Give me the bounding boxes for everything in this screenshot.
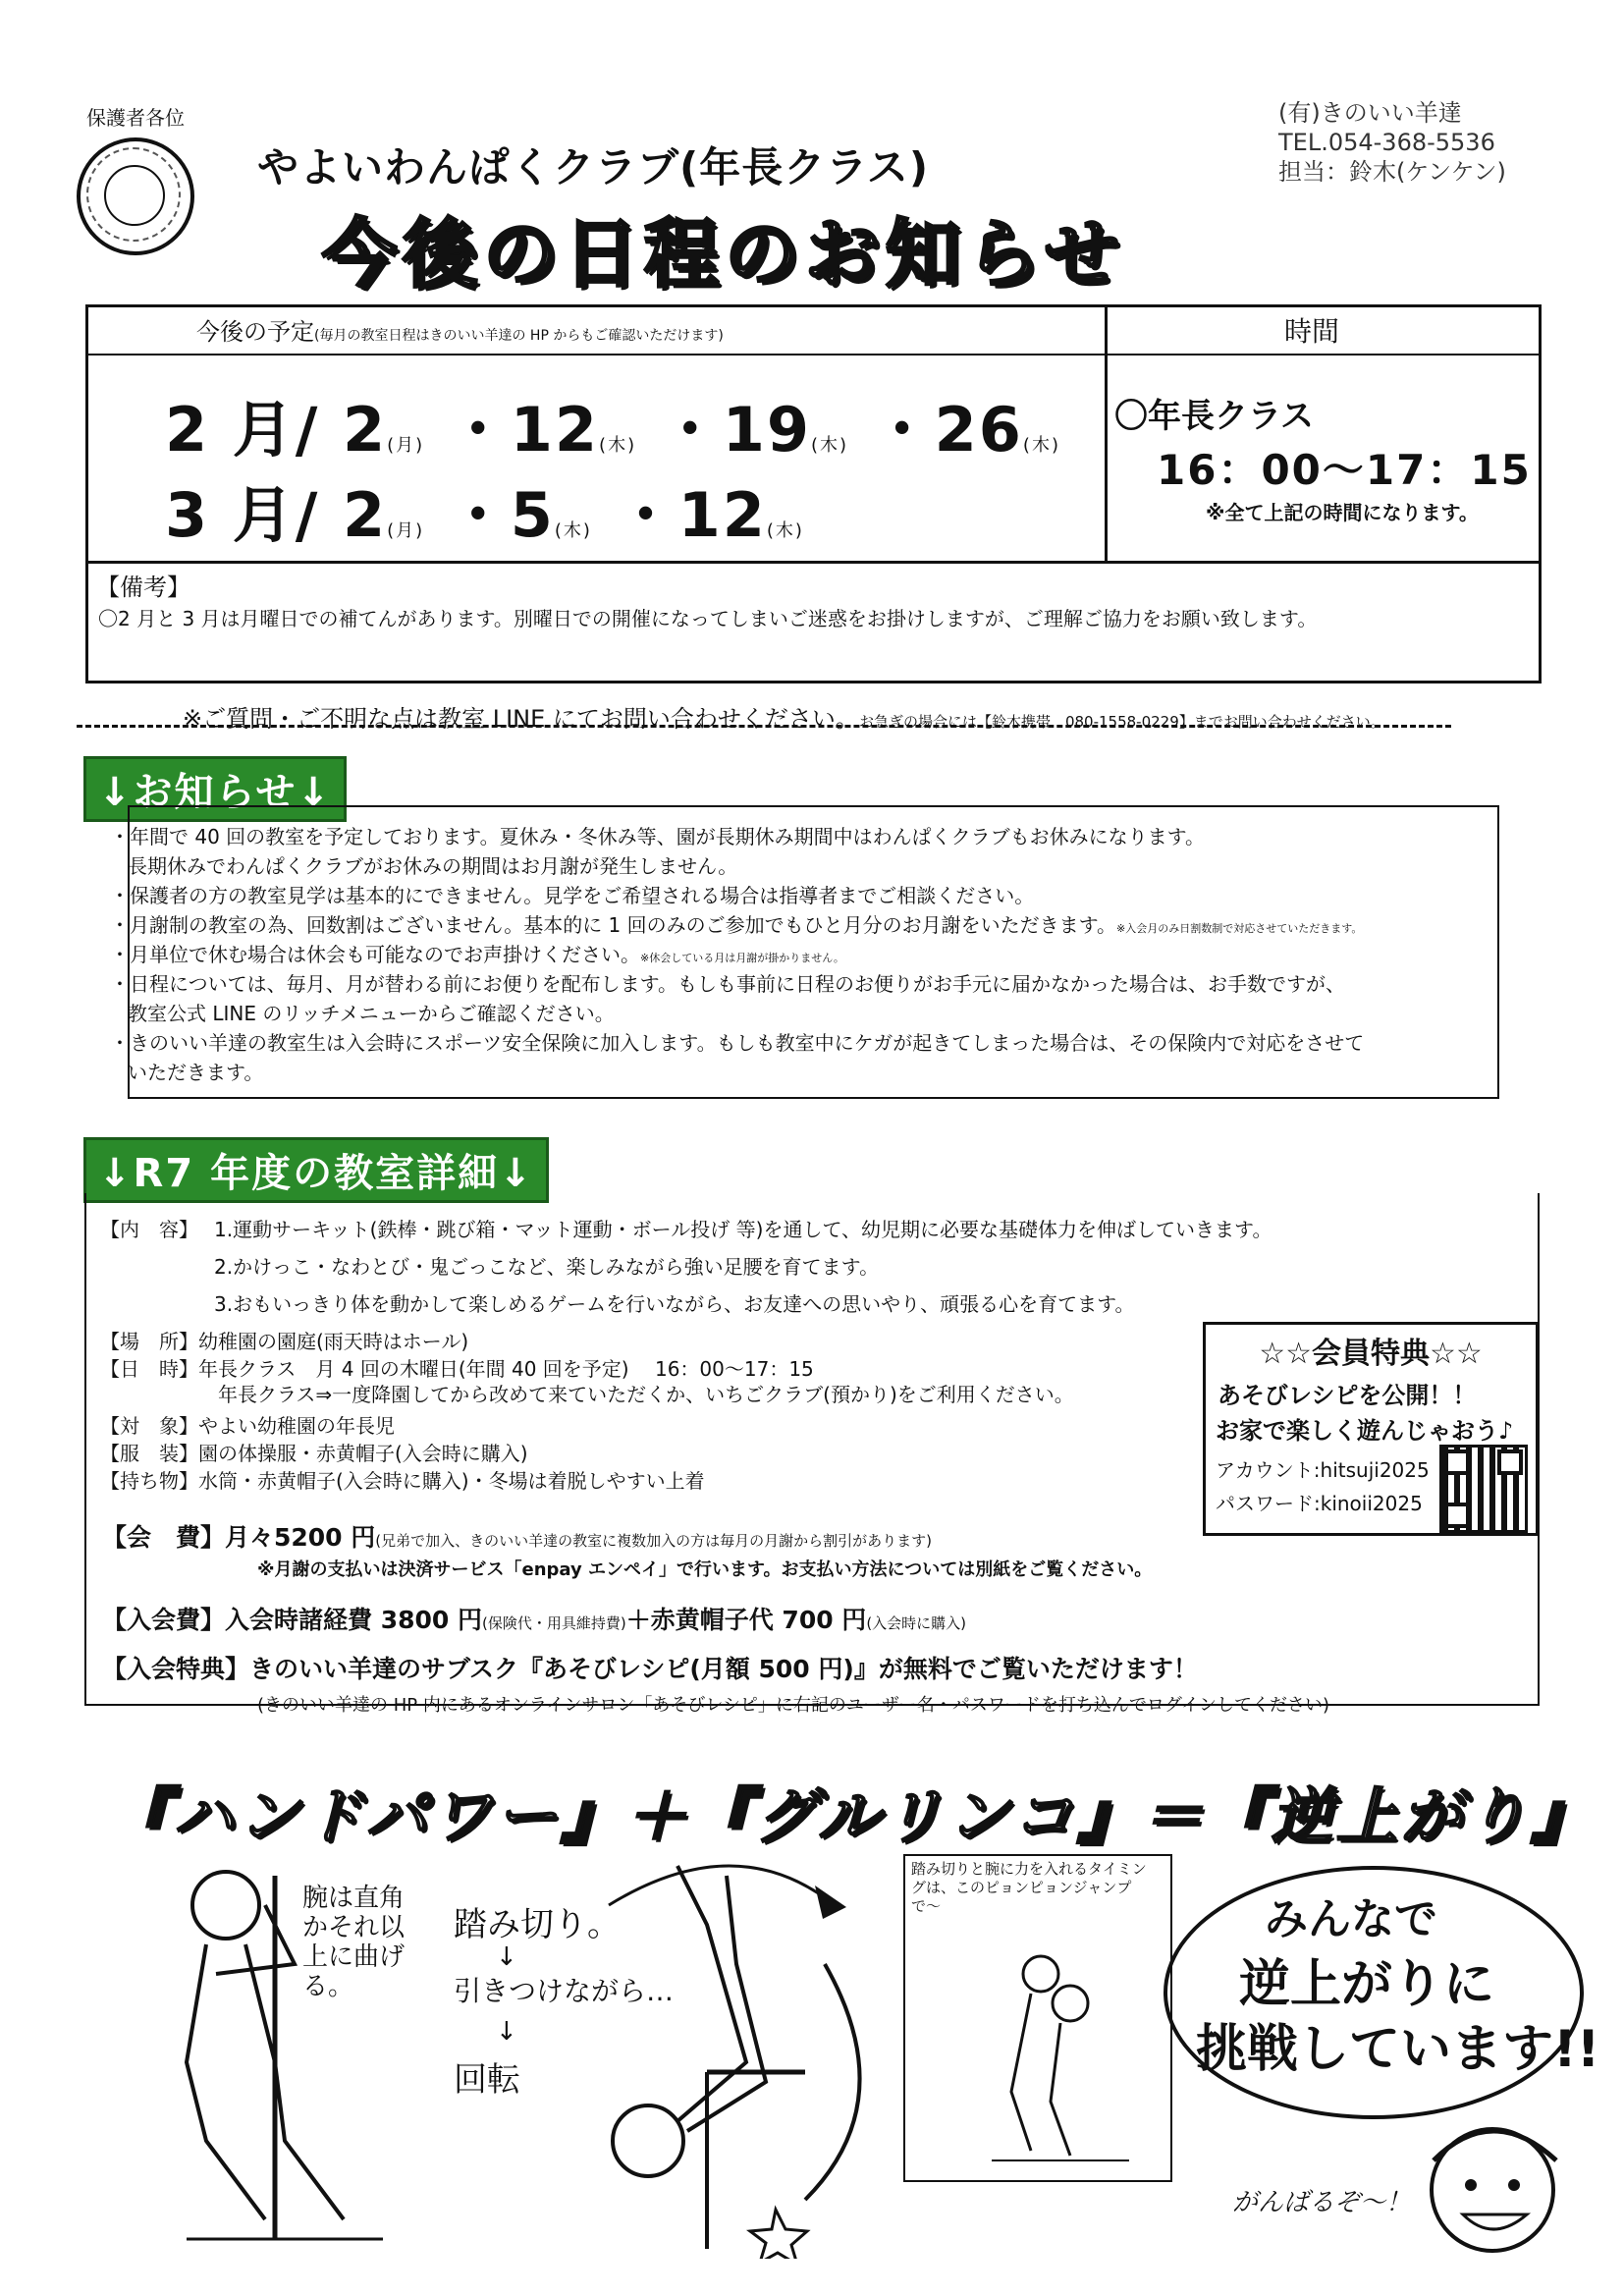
details-benefit-note: (きのいい羊達の HP 内にあるオンラインサロン「あそびレシピ」に右記のユーザー名・パスワードを打ち込んでログインしてください) (257, 1695, 1329, 1716)
details-benefit: 【入会特典】きのいい羊達のサブスク『あそびレシピ(月額 500 円)』が無料でご覧いただけます！ (102, 1655, 1198, 1683)
company-info (1278, 98, 1506, 187)
club-logo (77, 137, 194, 255)
step-kick: 踏み切り。 (454, 1905, 621, 1944)
member-line1: あそびレシピを公開！！ (1218, 1382, 1477, 1409)
details-clothing: 【服 装】園の体操服・赤黄帽子(入会時に購入) (100, 1442, 528, 1465)
notice-line: ・きのいい羊達の教室生は入会時にスポーツ安全保険に加入します。もしも教室中にケガが起きてしまった場合は、その保険内で対応をさせて (110, 1031, 1365, 1055)
details-datetime-note: 年長クラス⇒一度降園してから改めて来ていただくか、いちごクラブ(預かり)をご利用ください。 (218, 1383, 1074, 1406)
instructor-face-icon (1414, 2092, 1581, 2278)
addressee: 保護者各位 (86, 106, 185, 130)
notice-line: いただきます。 (128, 1061, 264, 1084)
company-name: (有)きのいい羊達 (1278, 99, 1462, 127)
details-entry-fee: 【入会費】入会時諸経費 3800 円(保険代・用具維持費)＋赤黄帽子代 700 円(入会時に購入) (102, 1606, 967, 1634)
notice-heading: ↓お知らせ↓ (83, 756, 347, 822)
details-content-line: 1.運動サーキット(鉄棒・跳び箱・マット運動・ボール投げ 等)を通して、幼児期に必要な基礎体力を伸ばしていきます。 (214, 1218, 1272, 1241)
company-tel: TEL.054-368-5536 (1278, 129, 1495, 156)
jump-figures-icon (923, 1944, 1149, 2170)
notice-line: ・保護者の方の教室見学は基本的にできません。見学をご希望される場合は指導者までご相談ください。 (110, 884, 1035, 907)
details-fee: 【会 費】月々5200 円(兄弟で加入、きのいい羊達の教室に複数加入の方は毎月の月謝から割引があります) (102, 1523, 933, 1552)
class-time: 16：00〜17：15 (1157, 446, 1532, 494)
schedule-header: 今後の予定(毎月の教室日程はきのいい羊達の HP からもご確認いただけます) (196, 318, 724, 346)
gururinko-figure-icon (589, 1846, 893, 2259)
contact-person: 担当：鈴木(ケンケン) (1278, 158, 1506, 186)
cheer-text: がんばるぞ〜！ (1232, 2188, 1412, 2217)
details-datetime: 【日 時】年長クラス 月 4 回の木曜日(年間 40 回を予定) 16：00〜17：15 (100, 1357, 814, 1381)
notice-line: 長期休みでわんぱくクラブがお休みの期間はお月謝が発生しません。 (128, 854, 738, 878)
schedule-row-mar: 3 月/ 2(月) ・5(木) ・12(木) (165, 479, 804, 551)
contact-line: ※ご質問・ご不明な点は教室 LINE にてお問い合わせください。お急ぎの場合には【鈴木携帯 080-1558-0229】までお問い合わせください。 (183, 705, 1385, 733)
notice-line: ・月単位で休む場合は休会も可能なのでお声掛けください。※休会している月は月謝が掛かりません。 (110, 943, 844, 966)
details-content-label: 【内 容】 (100, 1218, 198, 1241)
remarks-text: 〇2 月と 3 月は月曜日での補てんがあります。別曜日での開催になってしまいご迷惑をお掛けしますが、ご理解ご協力をお願い致します。 (98, 607, 1318, 630)
page-title: 今後の日程のお知らせ (322, 210, 1125, 298)
details-content-line: 2.かけっこ・なわとび・鬼ごっこなど、楽しみながら強い足腰を育てます。 (214, 1255, 880, 1279)
formula-headline: 『ハンドパワー』＋『グルリンコ』＝『逆上がり』 (108, 1780, 1596, 1852)
details-place: 【場 所】幼稚園の園庭(雨天時はホール) (100, 1330, 469, 1353)
notice-line: 教室公式 LINE のリッチメニューからご確認ください。 (128, 1002, 615, 1025)
club-subtitle: やよいわんぱくクラブ(年長クラス) (257, 143, 930, 191)
step-arrow-icon: ↓ (496, 2017, 517, 2047)
details-content-line: 3.おもいっきり体を動かして楽しめるゲームを行いながら、お友達への思いやり、頑張る心を育てます。 (214, 1292, 1135, 1316)
arm-note: 腕は直角かそれ以上に曲げる。 (302, 1884, 406, 2001)
time-header: 時間 (1284, 315, 1340, 348)
details-heading: ↓R7 年度の教室詳細↓ (83, 1137, 549, 1203)
schedule-row-feb: 2 月/ 2(月) ・12(木) ・19(木) ・26(木) (165, 394, 1060, 465)
comic-text: 踏み切りと腕に力を入れるタイミングは、このピョンピョンジャンプで〜 (911, 1860, 1147, 1915)
class-name: 〇年長クラス (1114, 397, 1314, 436)
qr-code-icon (1439, 1445, 1528, 1533)
member-account: アカウント:hitsuji2025 (1216, 1458, 1430, 1482)
step-rotate: 回転 (454, 2060, 520, 2100)
member-benefit-box (1203, 1322, 1539, 1536)
step-arrow-icon: ↓ (496, 1942, 517, 1972)
speech-line1: みんなで (1265, 1894, 1437, 1944)
member-line2: お家で楽しく遊んじゃおう♪ (1216, 1417, 1514, 1445)
divider (77, 725, 1451, 728)
speech-line2: 逆上がりに (1239, 1955, 1495, 2014)
details-belongings: 【持ち物】水筒・赤黄帽子(入会時に購入)・冬場は着脱しやすい上着 (100, 1469, 705, 1493)
notice-line: ・年間で 40 回の教室を予定しております。夏休み・冬休み等、園が長期休み期間中はわんぱくクラブもお休みになります。 (110, 825, 1205, 848)
notice-line: ・月謝制の教室の為、回数割はございません。基本的に 1 回のみのご参加でもひと月分のお月謝をいただきます。※入会月のみ日割数制で対応させていただきます。 (110, 913, 1363, 937)
class-note: ※全て上記の時間になります。 (1206, 501, 1479, 524)
notice-line: ・日程については、毎月、月が替わる前にお便りを配布します。もしも事前に日程のお便りがお手元に届かなかった場合は、お手数ですが、 (110, 972, 1345, 996)
details-fee-note: ※月謝の支払いは決済サービス「enpay エンペイ」で行います。お支払い方法については別紙をご覧ください。 (257, 1559, 1153, 1580)
speech-line3: 挑戦しています!! (1196, 2020, 1600, 2079)
step-pull: 引きつけながら… (454, 1975, 675, 2007)
remarks-label: 【備考】 (96, 574, 190, 601)
member-title: ☆☆会員特典☆☆ (1259, 1337, 1483, 1371)
details-target: 【対 象】やよい幼稚園の年長児 (100, 1414, 395, 1438)
member-password: パスワード:kinoii2025 (1216, 1492, 1423, 1515)
